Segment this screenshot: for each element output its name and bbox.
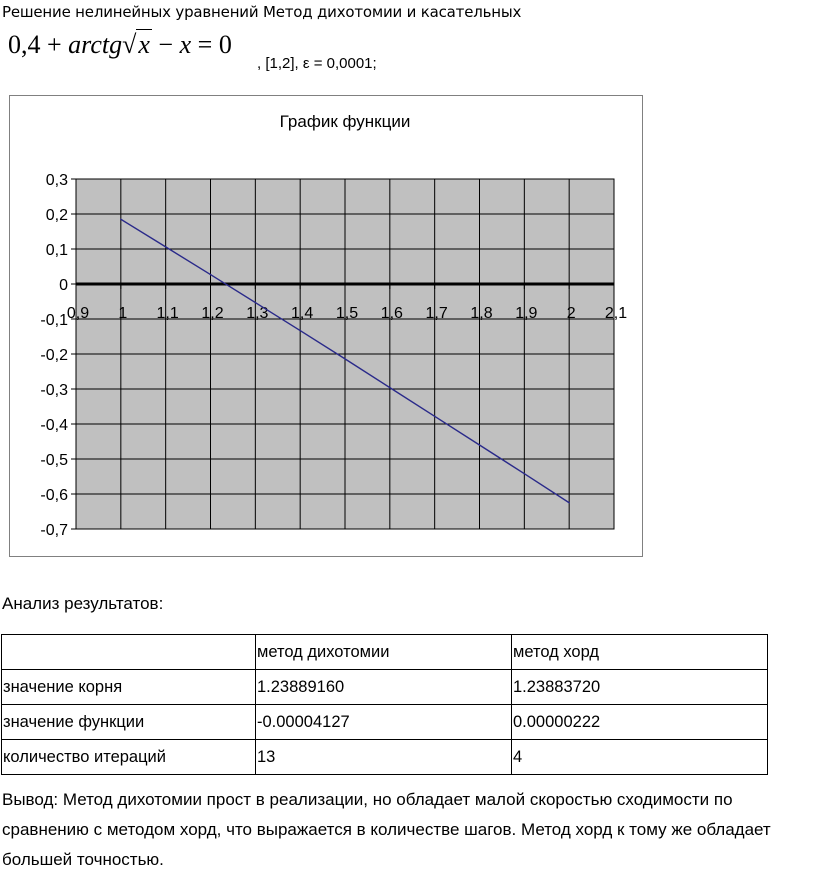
table-cell: 0.00000222 bbox=[512, 705, 768, 740]
x-tick-label: 1,6 bbox=[380, 305, 403, 322]
data-point bbox=[524, 473, 526, 475]
x-tick-label: 1,2 bbox=[201, 305, 224, 322]
formula-variable: x bbox=[179, 30, 192, 59]
data-point bbox=[165, 246, 167, 248]
y-tick-label: -0,3 bbox=[40, 382, 68, 399]
conclusion-text: Вывод: Метод дихотомии прост в реализации, но обладает малой скоростью сходимости по сравнению с методом хорд, что выражается в количестве шагов. Метод хорд к тому же обладает большей точностью. bbox=[2, 790, 771, 869]
results-table bbox=[1, 634, 768, 775]
data-point bbox=[434, 416, 436, 418]
data-point bbox=[389, 387, 391, 389]
formula-radicand: x bbox=[138, 30, 150, 59]
function-chart bbox=[9, 95, 643, 557]
table-cell: 1.23883720 bbox=[512, 670, 768, 705]
y-tick-label: -0,6 bbox=[40, 487, 68, 504]
equation-parameters: , [1,2], ε = 0,0001; bbox=[257, 55, 377, 72]
table-cell: 1.23889160 bbox=[256, 670, 512, 705]
x-tick-label: 1 bbox=[118, 305, 128, 322]
table-cell: значение корня bbox=[2, 670, 256, 705]
data-point bbox=[255, 302, 257, 304]
y-tick-label: 0 bbox=[59, 277, 68, 294]
y-tick-label: -0,1 bbox=[40, 312, 68, 329]
table-row bbox=[2, 740, 768, 775]
analysis-heading: Анализ результатов: bbox=[2, 594, 164, 613]
chart-svg bbox=[10, 96, 642, 556]
table-header-row bbox=[2, 635, 768, 670]
table-cell: 13 bbox=[256, 740, 512, 775]
x-tick-label: 1,8 bbox=[470, 305, 493, 322]
formula-minus: − bbox=[158, 30, 174, 59]
y-tick-label: -0,7 bbox=[40, 522, 68, 539]
y-tick-label: 0,3 bbox=[45, 172, 68, 189]
x-tick-label: 1,7 bbox=[425, 305, 448, 322]
page-title: Решение нелинейных уравнений Метод дихотомии и касательных bbox=[2, 3, 522, 21]
table-cell: -0.00004127 bbox=[256, 705, 512, 740]
x-tick-label: 2 bbox=[566, 305, 576, 322]
formula-function: arctg bbox=[68, 30, 123, 59]
data-point bbox=[120, 218, 122, 220]
x-tick-label: 1,1 bbox=[156, 305, 179, 322]
equation-formula bbox=[8, 30, 232, 60]
table-cell: значение функции bbox=[2, 705, 256, 740]
data-point bbox=[344, 358, 346, 360]
x-tick-label: 1,4 bbox=[291, 305, 314, 322]
table-cell: 4 bbox=[512, 740, 768, 775]
data-point bbox=[210, 274, 212, 276]
formula-plus: + bbox=[47, 30, 62, 59]
table-header-cell bbox=[2, 635, 256, 670]
data-point bbox=[568, 502, 570, 504]
data-point bbox=[479, 444, 481, 446]
formula-sqrt: √x bbox=[122, 30, 150, 59]
y-tick-label: -0,4 bbox=[40, 417, 68, 434]
table-row bbox=[2, 705, 768, 740]
table-header-cell: метод хорд bbox=[512, 635, 768, 670]
x-tick-label: 1,9 bbox=[515, 305, 538, 322]
data-point bbox=[299, 330, 301, 332]
formula-zero: 0 bbox=[218, 30, 232, 59]
formula-constant: 0,4 bbox=[8, 30, 41, 59]
x-tick-label: 1,3 bbox=[246, 305, 269, 322]
y-tick-label: 0,1 bbox=[45, 242, 68, 259]
table-cell: количество итераций bbox=[2, 740, 256, 775]
chart-title: График функции bbox=[279, 112, 411, 131]
table-row bbox=[2, 670, 768, 705]
formula-equals: = bbox=[197, 30, 213, 59]
y-tick-label: -0,2 bbox=[40, 347, 68, 364]
table-header-cell: метод дихотомии bbox=[256, 635, 512, 670]
y-tick-label: 0,2 bbox=[45, 207, 68, 224]
y-tick-label: -0,5 bbox=[40, 452, 68, 469]
x-tick-label: 2,1 bbox=[604, 305, 628, 322]
x-tick-label: 1,5 bbox=[335, 305, 359, 322]
x-tick-label: 0,9 bbox=[66, 305, 90, 322]
